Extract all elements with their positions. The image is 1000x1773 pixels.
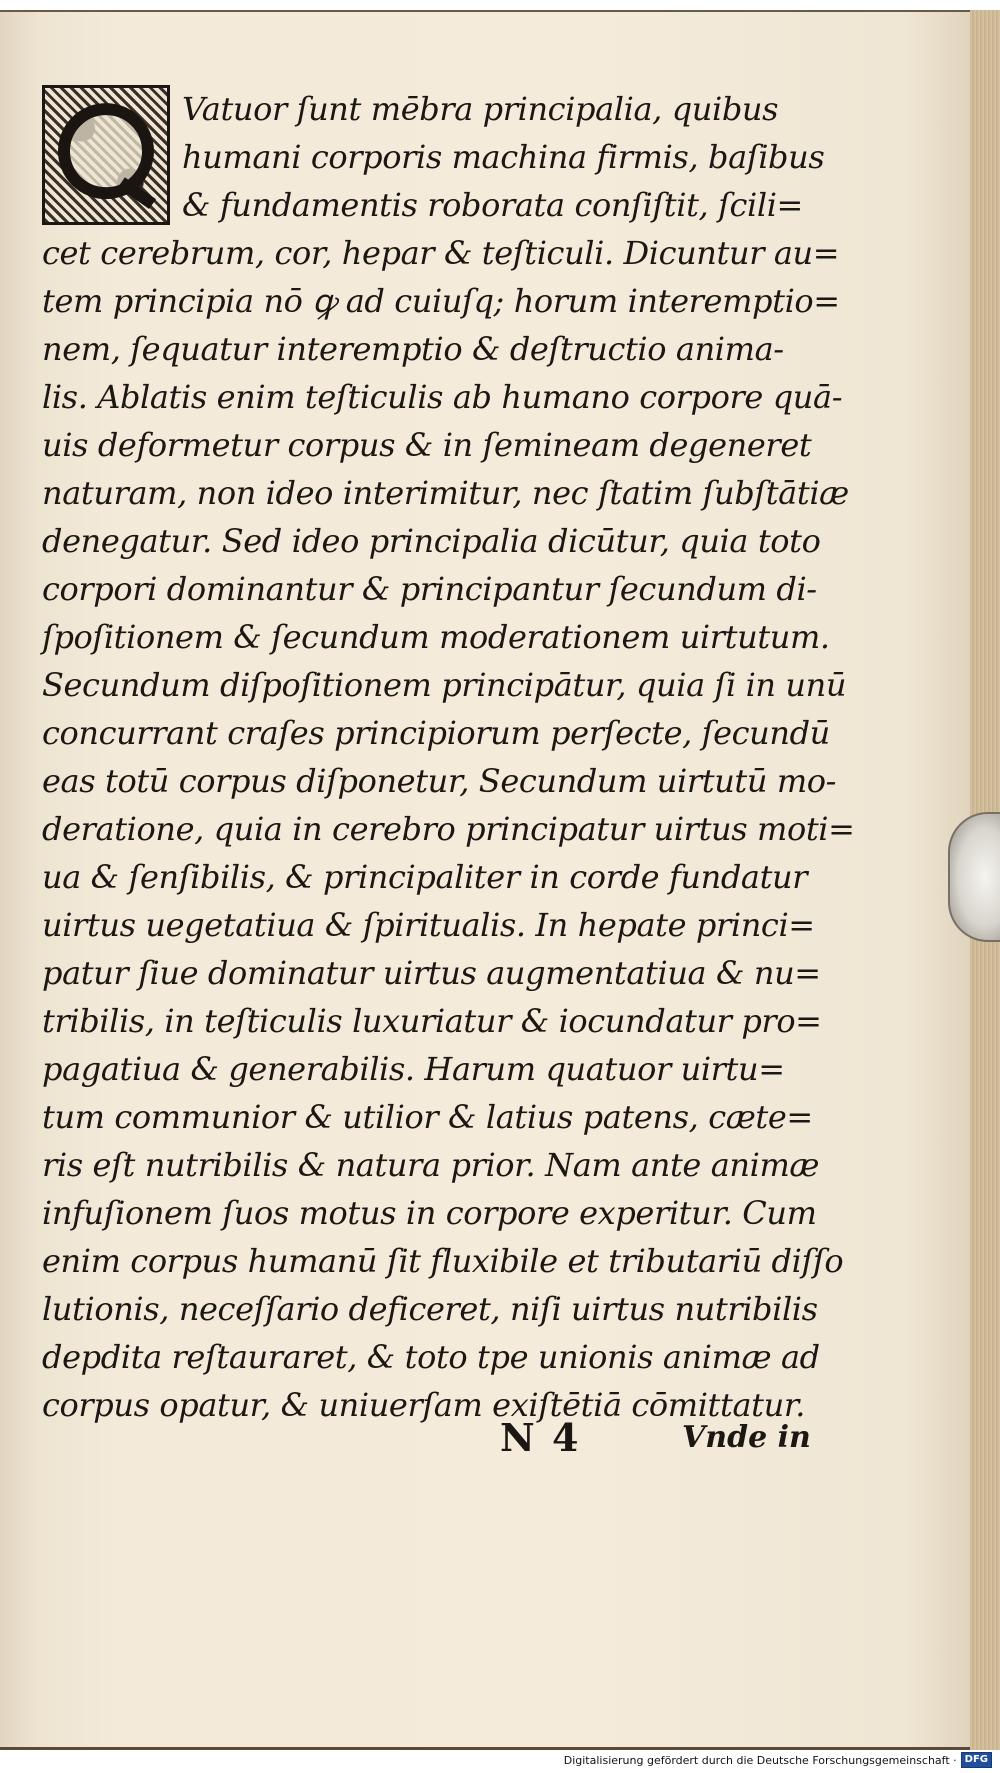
dfg-logo-icon: DFG xyxy=(961,1752,992,1768)
text-line: lis. Ablatis enim teſticulis ab humano corpore quā- xyxy=(42,378,843,416)
text-line: tribilis, in teſticulis luxuriatur & iocundatur pro= xyxy=(42,1002,822,1040)
text-line: uis deformetur corpus & in ſemineam degeneret xyxy=(42,426,812,464)
text-line: ſpoſitionem & ſecundum moderationem uirtutum. xyxy=(42,618,830,656)
text-line: enim corpus humanū ſit fluxibile et tributariū diſſo xyxy=(42,1242,844,1280)
text-line: ua & ſenſibilis, & principaliter in corde fundatur xyxy=(42,858,808,896)
text-line: depdita reſtauraret, & toto tpe unionis animæ ad xyxy=(42,1338,820,1376)
text-line: corpus opatur, & uniuerſam exiſtētiā cōmittatur. xyxy=(42,1386,805,1424)
text-line: Secundum diſpoſitionem principātur, quia ſi in unū xyxy=(42,666,847,704)
text-line: lutionis, neceſſario deficeret, niſi uirtus nutribilis xyxy=(42,1290,818,1328)
text-line: concurrant craſes principiorum perſecte, ſecundū xyxy=(42,714,830,752)
text-line: cet cerebrum, cor, hepar & teſticuli. Dicuntur au= xyxy=(42,234,840,272)
text-line: naturam, non ideo interimitur, nec ſtatim ſubſtātiæ xyxy=(42,474,849,512)
catchword: Vnde in xyxy=(682,1420,811,1455)
text-line: eas totū corpus diſponetur, Secundum uirtutū mo- xyxy=(42,762,837,800)
signature-mark: N 4 xyxy=(500,1415,581,1460)
text-line: denegatur. Sed ideo principalia dicūtur, quia toto xyxy=(42,522,821,560)
text-line: tem principia nō ꝙ ad cuiuſq; horum interemptio= xyxy=(42,282,840,320)
text-line: ris eſt nutribilis & natura prior. Nam ante animæ xyxy=(42,1146,820,1184)
text-line: corpori dominantur & principantur ſecundum di- xyxy=(42,570,817,608)
text-line: patur ſiue dominatur uirtus augmentatiua & nu= xyxy=(42,954,821,992)
text-line: uirtus uegetatiua & ſpiritualis. In hepate princi= xyxy=(42,906,815,944)
text-line: nem, ſequatur interemptio & deſtructio anima- xyxy=(42,330,784,368)
text-line: & fundamentis roborata conſiſtit, ſcili= xyxy=(182,186,803,224)
text-line: Vatuor ſunt mēbra principalia, quibus xyxy=(182,90,779,128)
credit-text: Digitalisierung gefördert durch die Deutsche Forschungsgemeinschaft · xyxy=(563,1753,957,1767)
digitization-credit xyxy=(564,1751,992,1769)
text-line: deratione, quia in cerebro principatur uirtus moti= xyxy=(42,810,855,848)
text-line: pagatiua & generabilis. Harum quatuor uirtu= xyxy=(42,1050,785,1088)
text-line: tum communior & utilior & latius patens, cæte= xyxy=(42,1098,813,1136)
text-line: infuſionem ſuos motus in corpore experitur. Cum xyxy=(42,1194,817,1232)
text-line: humani corporis machina firmis, baſibus xyxy=(182,138,825,176)
